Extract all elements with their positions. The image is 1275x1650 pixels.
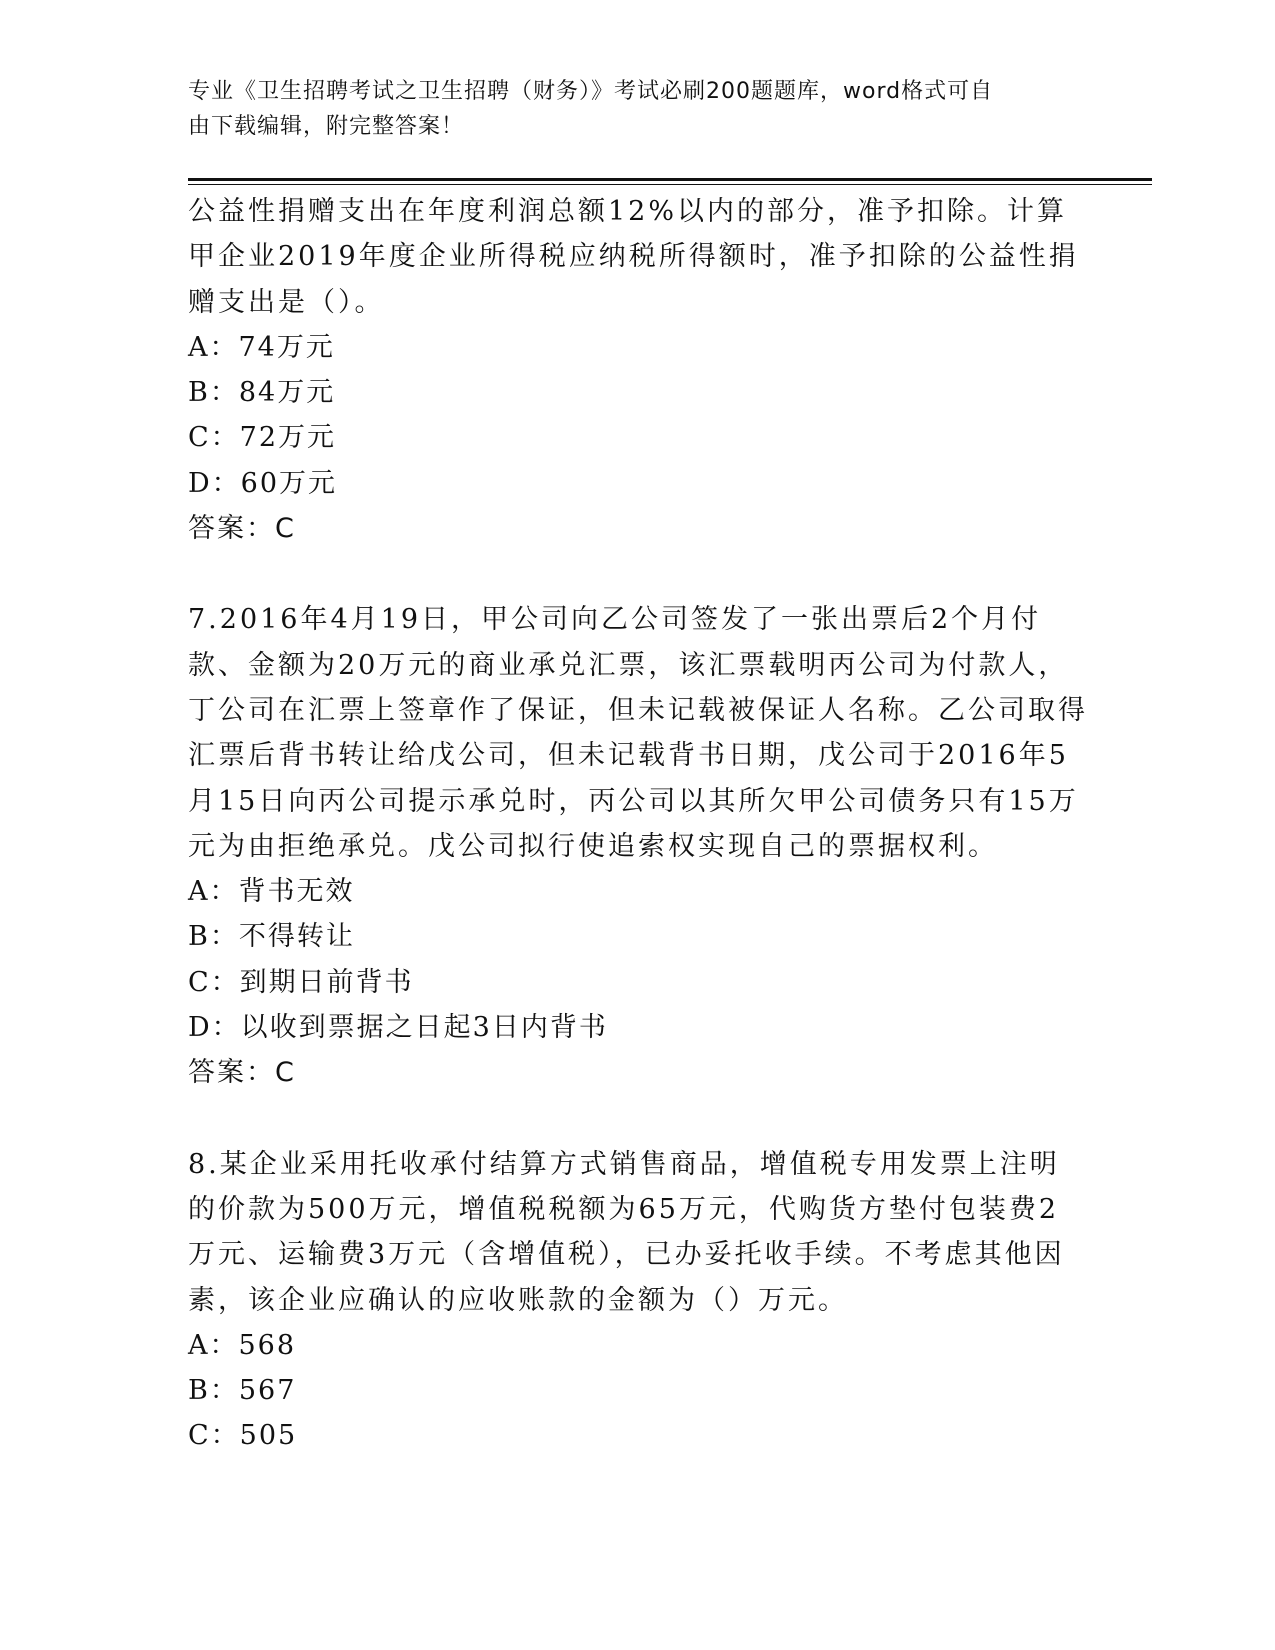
- option-c: C：505: [188, 1420, 298, 1452]
- option-c: C：72万元: [188, 422, 337, 454]
- answer-line: 答案：C: [188, 513, 296, 545]
- question-stem: 公益性捐赠支出在年度利润总额12%以内的部分，准予扣除。计算甲企业2019年度企业所得税应纳税所得额时，准予扣除的公益性捐赠支出是（）。: [188, 196, 1079, 318]
- header-rule-thick: [188, 178, 1152, 181]
- question-7: [188, 597, 1088, 1095]
- option-b: B：不得转让: [188, 921, 355, 953]
- header-line-2: 由下载编辑，附完整答案！: [188, 114, 465, 139]
- document-header: [188, 74, 1068, 144]
- document-body: [188, 189, 1088, 1459]
- option-b: B：567: [188, 1375, 297, 1407]
- header-rule-thin: [188, 184, 1152, 185]
- option-d: D：以收到票据之日起3日内背书: [188, 1012, 608, 1044]
- question-6: [188, 189, 1088, 551]
- option-b: B：84万元: [188, 377, 336, 409]
- spacer: [188, 1096, 1088, 1142]
- option-c: C：到期日前背书: [188, 966, 414, 998]
- question-stem: 8.某企业采用托收承付结算方式销售商品，增值税专用发票上注明的价款为500万元，增值税税额为65万元，代购货方垫付包装费2万元、运输费3万元（含增值税），已办妥托收手续。不考虑其他因素，该企业应确认的应收账款的金额为（）万元。: [188, 1148, 1065, 1316]
- option-a: A：背书无效: [188, 876, 355, 908]
- option-a: A：74万元: [188, 331, 335, 363]
- option-a: A：568: [188, 1329, 297, 1361]
- question-8: [188, 1142, 1088, 1459]
- header-line-1: 专业《卫生招聘考试之卫生招聘（财务）》考试必刷200题题库，word格式可自: [188, 79, 994, 104]
- question-stem: 7.2016年4月19日，甲公司向乙公司签发了一张出票后2个月付款、金额为20万元的商业承兑汇票，该汇票载明丙公司为付款人，丁公司在汇票上签章作了保证，但未记载被保证人名称。乙公司取得汇票后背书转让给戊公司，但未记载背书日期，戊公司于2016年5月15日向丙公司提示承兑时，丙公司以其所欠甲公司债务只有15万元为由拒绝承兑。戊公司拟行使追索权实现自己的票据权利。: [188, 604, 1088, 862]
- spacer: [188, 551, 1088, 597]
- answer-line: 答案：C: [188, 1057, 296, 1089]
- option-d: D：60万元: [188, 467, 338, 499]
